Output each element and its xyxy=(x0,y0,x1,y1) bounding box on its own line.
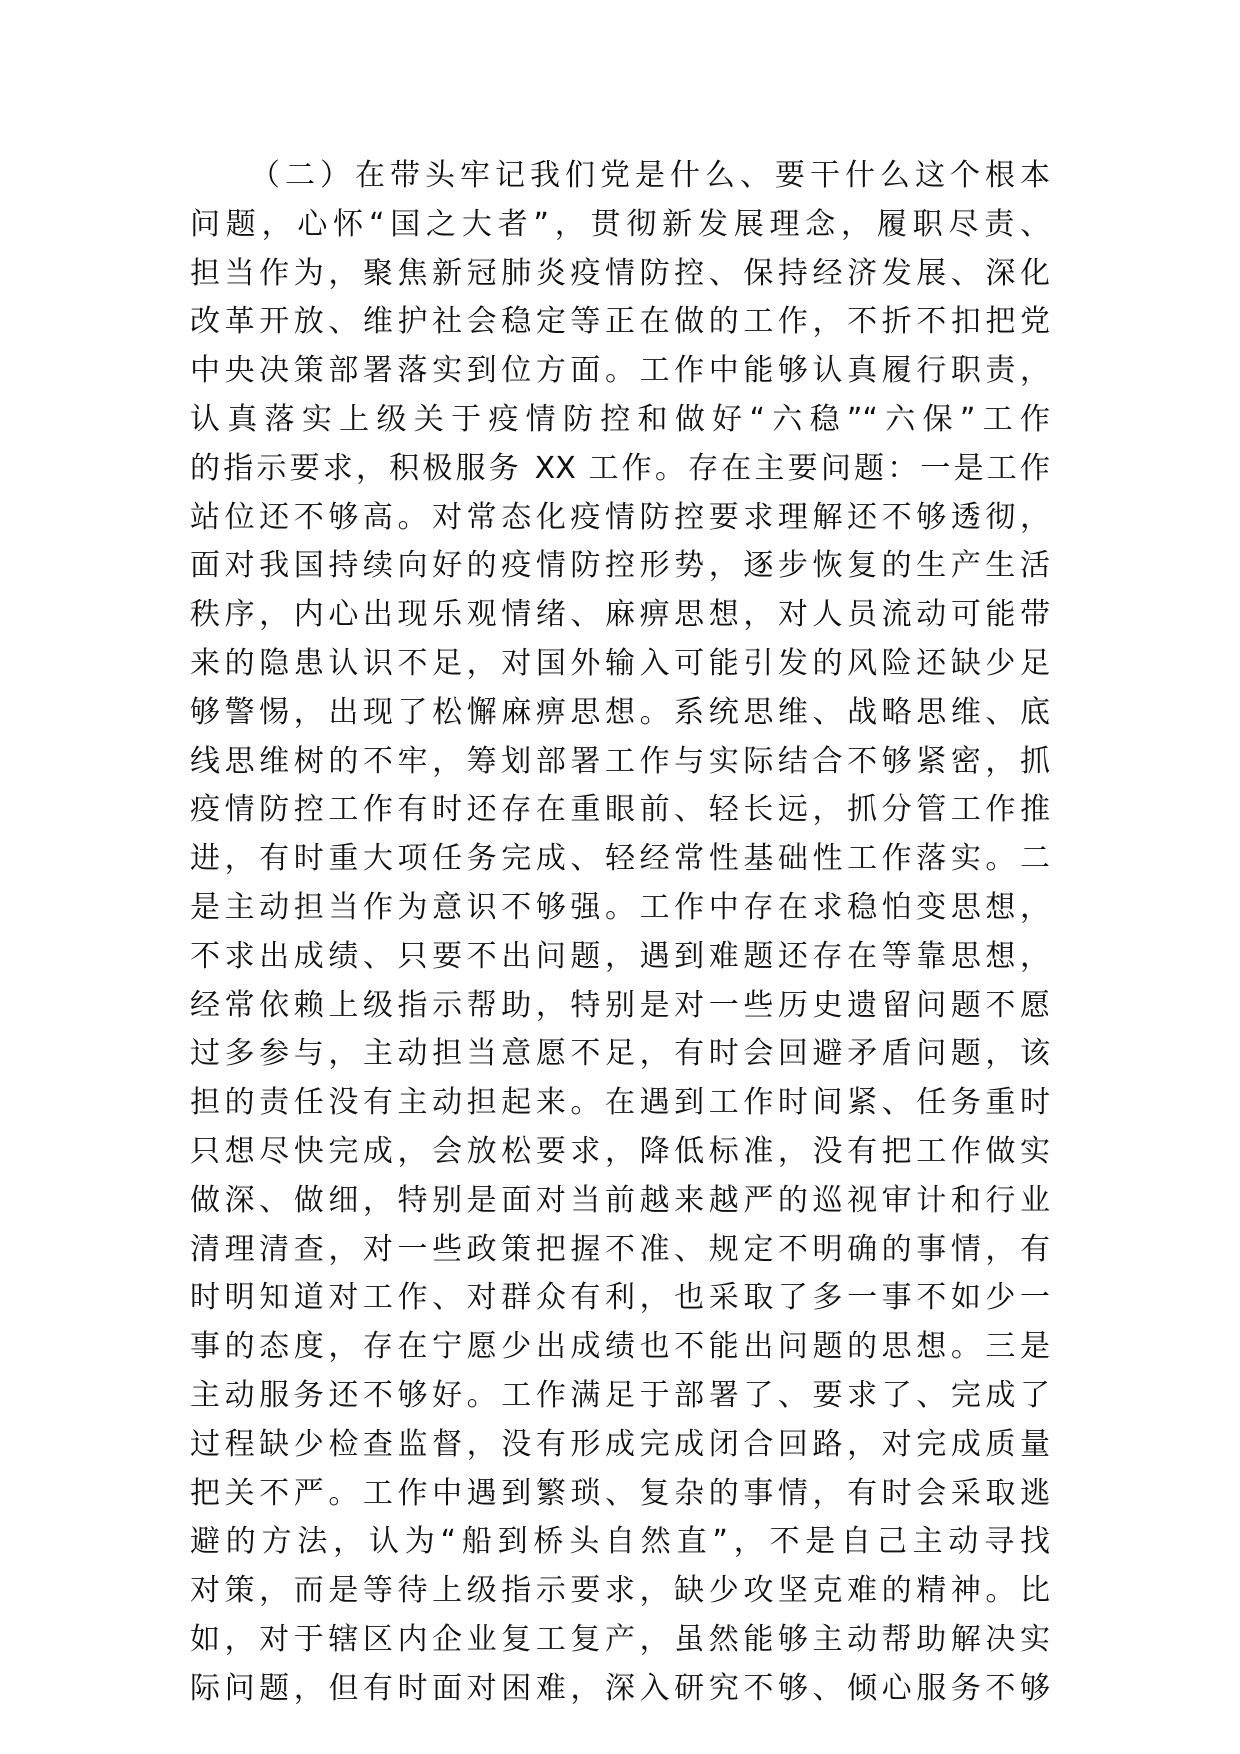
text-line: 不求出成绩、只要不出问题，遇到难题还存在等靠思想， xyxy=(190,938,1050,974)
text-line: 认真落实上级关于疫情防控和做好“六稳”“六保”工作 xyxy=(190,401,1050,437)
text-line: 中央决策部署落实到位方面。工作中能够认真履行职责， xyxy=(190,353,1050,389)
text-line: 够警惕，出现了松懈麻痹思想。系统思维、战略思维、底 xyxy=(190,694,1050,730)
text-line: 线思维树的不牢，筹划部署工作与实际结合不够紧密，抓 xyxy=(190,743,1050,779)
text-line: 时明知道对工作、对群众有利，也采取了多一事不如少一 xyxy=(190,1280,1050,1316)
text-line: 把关不严。工作中遇到繁琐、复杂的事情，有时会采取逃 xyxy=(190,1475,1050,1511)
text-line: 经常依赖上级指示帮助，特别是对一些历史遗留问题不愿 xyxy=(190,987,1050,1023)
text-line: 对策，而是等待上级指示要求，缺少攻坚克难的精神。比 xyxy=(190,1573,1050,1609)
text-line: 进，有时重大项任务完成、轻经常性基础性工作落实。二 xyxy=(190,841,1050,877)
text-line: 站位还不够高。对常态化疫情防控要求理解还不够透彻， xyxy=(190,499,1050,535)
text-line: 事的态度，存在宁愿少出成绩也不能出问题的思想。三是 xyxy=(190,1329,1050,1365)
text-line: 担当作为，聚焦新冠肺炎疫情防控、保持经济发展、深化 xyxy=(190,255,1050,291)
text-line: 是主动担当作为意识不够强。工作中存在求稳怕变思想， xyxy=(190,889,1050,925)
text-line: （二）在带头牢记我们党是什么、要干什么这个根本 xyxy=(250,158,1050,193)
text-line: 问题，心怀“国之大者”，贯彻新发展理念，履职尽责、 xyxy=(190,206,1050,242)
text-line: 来的隐患认识不足，对国外输入可能引发的风险还缺少足 xyxy=(190,645,1050,681)
text-line: 疫情防控工作有时还存在重眼前、轻长远，抓分管工作推 xyxy=(190,792,1050,828)
text-line: 面对我国持续向好的疫情防控形势，逐步恢复的生产生活 xyxy=(190,548,1050,584)
text-line: 只想尽快完成，会放松要求，降低标准，没有把工作做实 xyxy=(190,1133,1050,1169)
text-line: 担的责任没有主动担起来。在遇到工作时间紧、任务重时 xyxy=(190,1085,1050,1121)
text-line: 清理清查，对一些政策把握不准、规定不明确的事情，有 xyxy=(190,1231,1050,1267)
text-line: 秩序，内心出现乐观情绪、麻痹思想，对人员流动可能带 xyxy=(190,597,1050,633)
text-line: 改革开放、维护社会稳定等正在做的工作，不折不扣把党 xyxy=(190,304,1050,340)
text-line: 避的方法，认为“船到桥头自然直”，不是自己主动寻找 xyxy=(190,1524,1050,1560)
text-line: 做深、做细，特别是面对当前越来越严的巡视审计和行业 xyxy=(190,1182,1050,1218)
text-line: 际问题，但有时面对困难，深入研究不够、倾心服务不够 xyxy=(190,1670,1050,1706)
text-line: 过多参与，主动担当意愿不足，有时会回避矛盾问题，该 xyxy=(190,1036,1050,1072)
text-line: 过程缺少检查监督，没有形成完成闭合回路，对完成质量 xyxy=(190,1426,1050,1462)
text-line: 如，对于辖区内企业复工复产，虽然能够主动帮助解决实 xyxy=(190,1621,1050,1657)
text-line: 的指示要求，积极服务 XX 工作。存在主要问题：一是工作 xyxy=(190,450,1050,486)
text-line: 主动服务还不够好。工作满足于部署了、要求了、完成了 xyxy=(190,1377,1050,1413)
body-paragraph xyxy=(190,152,1050,1714)
